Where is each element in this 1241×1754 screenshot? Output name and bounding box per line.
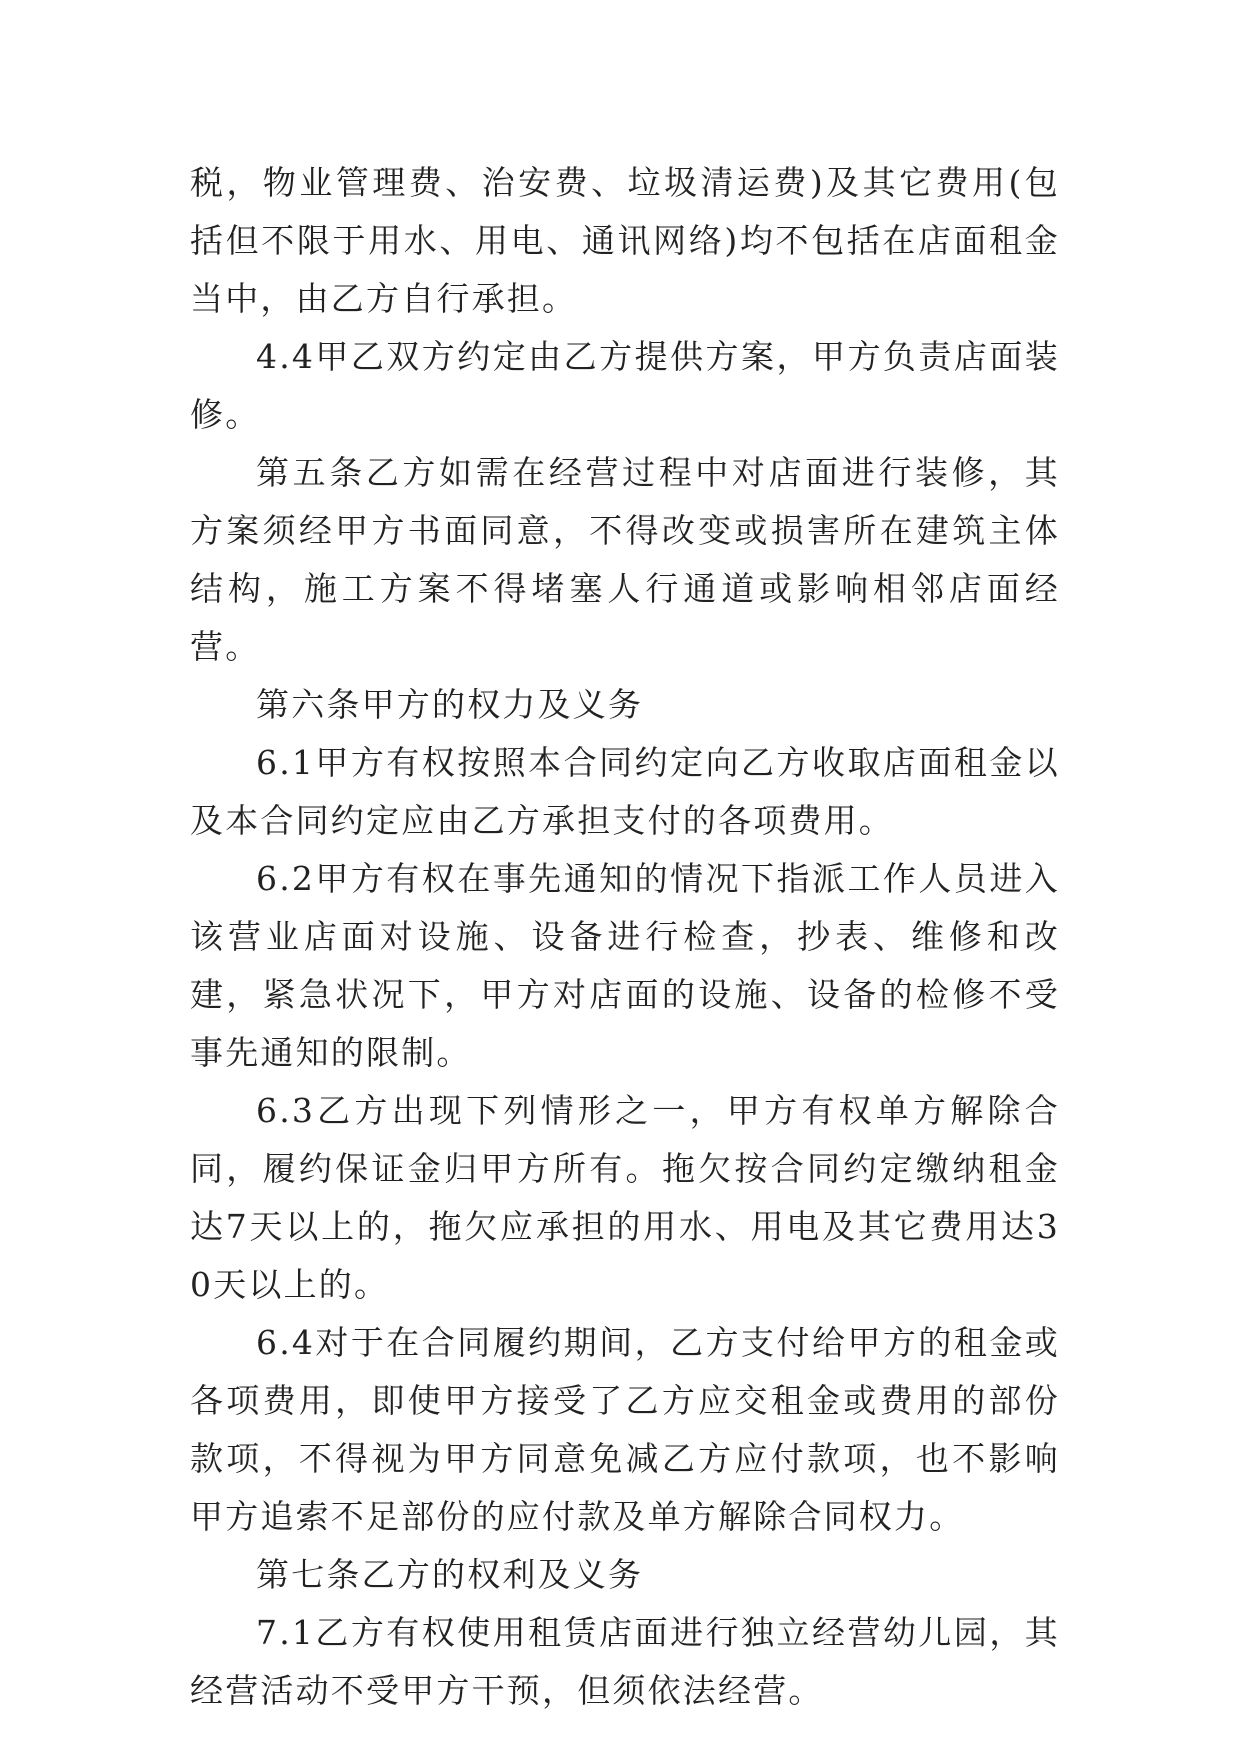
paragraph-clause-4-4: 4.4甲乙双方约定由乙方提供方案，甲方负责店面装修。 bbox=[190, 337, 1060, 434]
paragraph-clause-6-1: 6.1甲方有权按照本合同约定向乙方收取店面租金以及本合同约定应由乙方承担支付的各项费用。 bbox=[190, 743, 1060, 840]
heading-article-7: 第七条乙方的权利及义务 bbox=[256, 1555, 644, 1594]
heading-article-6: 第六条甲方的权力及义务 bbox=[256, 685, 644, 724]
paragraph-fee-continuation: 税，物业管理费、治安费、垃圾清运费)及其它费用(包括但不限于用水、用电、通讯网络)均不包括在店面租金当中，由乙方自行承担。 bbox=[190, 163, 1060, 318]
paragraph-clause-6-2: 6.2甲方有权在事先通知的情况下指派工作人员进入该营业店面对设施、设备进行检查，抄表、维修和改建，紧急状况下，甲方对店面的设施、设备的检修不受事先通知的限制。 bbox=[190, 859, 1060, 1072]
paragraph-clause-7-1: 7.1乙方有权使用租赁店面进行独立经营幼儿园，其经营活动不受甲方干预，但须依法经营。 bbox=[190, 1613, 1060, 1710]
paragraph-article-5: 第五条乙方如需在经营过程中对店面进行装修，其方案须经甲方书面同意，不得改变或损害所在建筑主体结构，施工方案不得堵塞人行通道或影响相邻店面经营。 bbox=[190, 453, 1060, 666]
paragraph-clause-6-4: 6.4对于在合同履约期间，乙方支付给甲方的租金或各项费用，即使甲方接受了乙方应交租金或费用的部份款项，不得视为甲方同意免减乙方应付款项，也不影响甲方追索不足部份的应付款及单方解除合同权力。 bbox=[190, 1323, 1060, 1536]
contract-text-body bbox=[190, 154, 1060, 1720]
paragraph-clause-6-3: 6.3乙方出现下列情形之一，甲方有权单方解除合同，履约保证金归甲方所有。拖欠按合同约定缴纳租金达7天以上的，拖欠应承担的用水、用电及其它费用达30天以上的。 bbox=[190, 1091, 1060, 1304]
